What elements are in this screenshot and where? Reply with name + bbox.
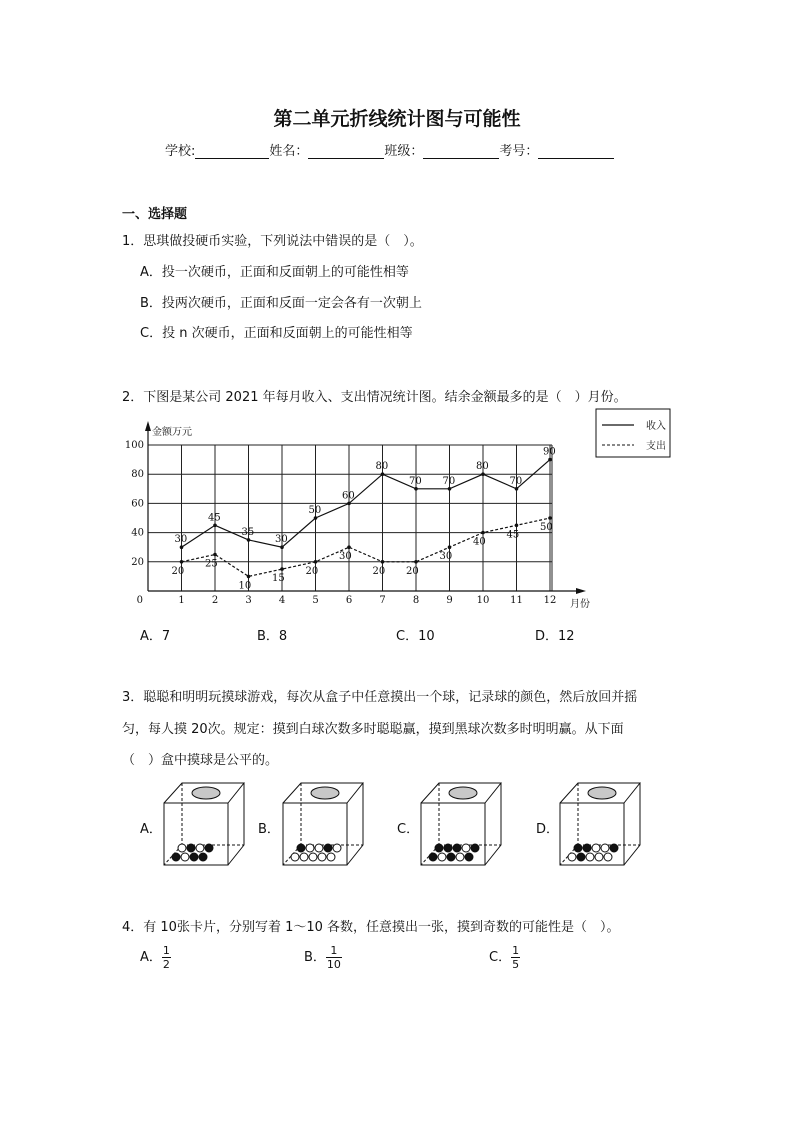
black-ball: [297, 844, 305, 852]
expense-point: [314, 560, 318, 564]
white-ball: [604, 853, 612, 861]
income-data-label: 60: [342, 490, 355, 502]
x-tick-label: 5: [312, 595, 319, 606]
white-ball: [300, 853, 308, 861]
section-title: 一、选择题: [122, 207, 188, 222]
white-ball: [291, 853, 299, 861]
white-ball: [586, 853, 594, 861]
question-1-option-b[interactable]: B．投两次硬币，正面和反面一定会各有一次朝上: [140, 296, 422, 311]
question-4-option-a[interactable]: [140, 944, 171, 971]
black-ball: [465, 853, 473, 861]
expense-point: [247, 575, 251, 579]
income-data-label: 90: [543, 446, 556, 458]
question-4-option-b[interactable]: [304, 944, 342, 971]
income-data-label: 30: [174, 534, 188, 546]
name-field[interactable]: [308, 144, 384, 159]
income-point: [314, 516, 318, 520]
school-label: 学校:: [165, 144, 196, 159]
box-side-face: [624, 783, 640, 865]
white-ball: [595, 853, 603, 861]
x-tick-label: 8: [412, 595, 420, 606]
income-data-label: 70: [442, 475, 456, 487]
question-3-option-c[interactable]: C．: [397, 822, 420, 837]
income-data-label: 45: [208, 512, 221, 524]
expense-line: [182, 518, 551, 576]
box-opening: [449, 787, 477, 799]
ball-box-c: [417, 775, 507, 870]
expense-data-label: 20: [372, 565, 386, 577]
question-3-option-a[interactable]: A．: [140, 822, 162, 837]
legend-income-label: 收入: [646, 421, 666, 432]
white-ball: [318, 853, 326, 861]
income-point: [548, 458, 552, 462]
black-ball: [435, 844, 443, 852]
expense-data-label: 20: [406, 565, 419, 577]
x-tick-label: 9: [446, 595, 453, 606]
income-point: [448, 487, 452, 491]
expense-point: [180, 560, 184, 564]
income-point: [414, 487, 418, 491]
origin-label: 0: [136, 595, 143, 606]
income-data-label: 80: [375, 461, 389, 473]
fraction-numerator: 1: [512, 944, 520, 957]
income-data-label: 30: [275, 534, 288, 546]
y-tick-label: 100: [124, 440, 144, 451]
expense-data-label: 40: [473, 536, 486, 548]
expense-data-label: 20: [171, 565, 185, 577]
page-title: 第二单元折线统计图与可能性: [273, 108, 521, 130]
question-1-option-a[interactable]: A．投一次硬币，正面和反面朝上的可能性相等: [140, 265, 409, 280]
income-data-label: 50: [308, 505, 322, 516]
fraction-denominator: 5: [512, 958, 520, 971]
income-expense-line-chart: [110, 405, 690, 637]
income-point: [247, 538, 251, 542]
x-tick-label: 4: [278, 595, 286, 606]
black-ball: [574, 844, 582, 852]
white-ball: [456, 853, 464, 861]
income-data-label: 35: [241, 526, 255, 538]
y-tick-label: 40: [131, 527, 144, 539]
white-ball: [306, 844, 314, 852]
income-point: [180, 545, 184, 549]
x-tick-label: 10: [476, 595, 490, 606]
school-field[interactable]: [195, 144, 269, 159]
income-point: [280, 545, 284, 549]
income-point: [213, 524, 217, 528]
black-ball: [205, 844, 213, 852]
x-tick-label: 1: [178, 595, 185, 606]
fraction: [326, 944, 342, 971]
white-ball: [592, 844, 600, 852]
y-tick-label: 60: [131, 498, 144, 510]
x-tick-label: 7: [379, 595, 386, 606]
x-axis-arrow: [576, 588, 586, 594]
question-2-option-b[interactable]: B．8: [257, 629, 288, 644]
question-3-stem-line-2: 匀，每人摸 20次。规定：摸到白球次数多时聪聪赢，摸到黑球次数多时明明赢。从下面: [122, 722, 624, 737]
box-side-face: [228, 783, 244, 865]
class-field[interactable]: [423, 144, 499, 159]
expense-data-label: 45: [506, 529, 520, 541]
question-2-stem: 2．下图是某公司 2021 年每月收入、支出情况统计图。结余金额最多的是（ ）月份。: [122, 390, 627, 405]
expense-data-label: 30: [339, 551, 352, 563]
fraction: [511, 944, 520, 971]
box-side-face: [485, 783, 501, 865]
expense-data-label: 10: [238, 580, 252, 592]
fraction-denominator: 10: [326, 958, 341, 971]
black-ball: [172, 853, 180, 861]
expense-point: [448, 545, 452, 549]
question-1-option-c[interactable]: C．投 n 次硬币，正面和反面朝上的可能性相等: [140, 326, 413, 341]
expense-point: [381, 560, 385, 564]
legend-expense-label: 支出: [646, 441, 666, 452]
ball-box-a: [160, 775, 250, 870]
white-ball: [181, 853, 189, 861]
question-2-option-c[interactable]: C．10: [396, 629, 435, 644]
income-data-label: 80: [476, 461, 489, 473]
black-ball: [429, 853, 437, 861]
y-tick-label: 20: [131, 556, 144, 568]
x-tick-label: 2: [211, 595, 219, 606]
white-ball: [438, 853, 446, 861]
box-opening: [311, 787, 339, 799]
expense-point: [414, 560, 418, 564]
x-axis-label: 月份: [570, 599, 590, 610]
white-ball: [333, 844, 341, 852]
option-label: B．: [304, 950, 326, 965]
white-ball: [568, 853, 576, 861]
expense-data-label: 20: [305, 565, 319, 577]
exam-no-field[interactable]: [538, 144, 614, 159]
box-side-face: [347, 783, 363, 865]
question-4-option-c[interactable]: [489, 944, 520, 971]
fraction-denominator: 2: [162, 958, 170, 971]
income-point: [481, 472, 485, 476]
black-ball: [199, 853, 207, 861]
x-tick-label: 11: [510, 595, 523, 606]
black-ball: [577, 853, 585, 861]
black-ball: [453, 844, 461, 852]
question-3-option-b[interactable]: B．: [258, 822, 280, 837]
expense-point: [481, 531, 485, 535]
class-label: 班级：: [384, 144, 424, 159]
income-point: [515, 487, 519, 491]
x-tick-label: 6: [345, 595, 353, 606]
white-ball: [315, 844, 323, 852]
white-ball: [462, 844, 470, 852]
black-ball: [324, 844, 332, 852]
question-3-stem-line-3: （ ）盒中摸球是公平的。: [122, 753, 279, 768]
y-tick-label: 80: [131, 469, 144, 481]
y-axis-label: 金额万元: [152, 427, 192, 438]
black-ball: [583, 844, 591, 852]
expense-data-label: 50: [540, 522, 553, 533]
option-label: C．: [489, 950, 512, 965]
expense-data-label: 25: [205, 558, 218, 570]
question-3-stem-line-1: 3．聪聪和明明玩摸球游戏，每次从盒子中任意摸出一个球，记录球的颜色，然后放回并摇: [122, 690, 638, 705]
expense-data-label: 30: [439, 551, 453, 563]
white-ball: [601, 844, 609, 852]
fraction-numerator: 1: [162, 944, 170, 957]
income-point: [347, 502, 351, 506]
question-3-option-d[interactable]: D．: [536, 822, 560, 837]
question-4-stem: 4．有 10张卡片，分别写着 1～10 各数，任意摸出一张，摸到奇数的可能性是（ ）。: [122, 920, 620, 935]
white-ball: [327, 853, 335, 861]
y-axis-arrow: [145, 421, 151, 431]
black-ball: [187, 844, 195, 852]
x-tick-label: 3: [245, 595, 252, 606]
income-point: [381, 472, 385, 476]
exam-no-label: 考号：: [499, 144, 539, 159]
name-label: 姓名：: [269, 144, 309, 159]
option-label: A．: [140, 950, 162, 965]
question-1-stem: 1．思琪做投硬币实验，下列说法中错误的是（ ）。: [122, 234, 423, 249]
expense-point: [347, 545, 351, 549]
expense-data-label: 15: [272, 573, 285, 585]
box-opening: [192, 787, 220, 799]
expense-point: [548, 516, 552, 520]
white-ball: [309, 853, 317, 861]
expense-point: [280, 567, 284, 571]
white-ball: [196, 844, 204, 852]
ball-box-b: [279, 775, 369, 870]
expense-point: [515, 524, 519, 528]
question-2-option-a[interactable]: A．7: [140, 629, 171, 644]
fraction: [162, 944, 171, 971]
black-ball: [447, 853, 455, 861]
question-2-option-d[interactable]: D．12: [535, 629, 575, 644]
black-ball: [610, 844, 618, 852]
x-tick-label: 12: [543, 595, 557, 606]
black-ball: [471, 844, 479, 852]
income-data-label: 70: [409, 475, 422, 487]
black-ball: [190, 853, 198, 861]
white-ball: [178, 844, 186, 852]
fraction-numerator: 1: [326, 944, 342, 958]
income-data-label: 70: [509, 475, 523, 487]
black-ball: [444, 844, 452, 852]
box-opening: [588, 787, 616, 799]
expense-point: [213, 553, 217, 557]
ball-box-d: [556, 775, 646, 870]
